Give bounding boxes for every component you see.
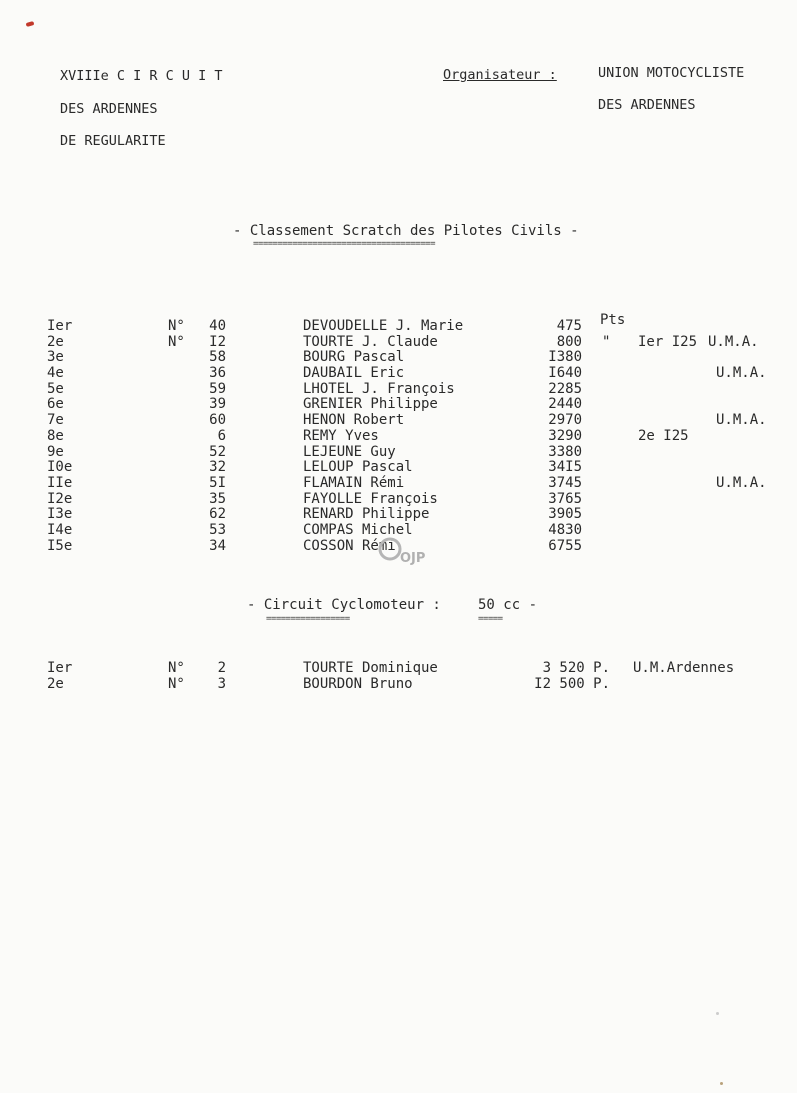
score-cell: 34I5	[548, 459, 582, 475]
paper-speck	[716, 1012, 719, 1015]
rider-name-cell: LHOTEL J. François	[303, 381, 455, 397]
rider-name-cell: TOURTE Dominique	[303, 660, 438, 676]
rider-name-cell: BOURG Pascal	[303, 349, 405, 365]
bib-number-cell: 39	[209, 396, 226, 412]
rider-name-cell: COMPAS Michel	[303, 522, 413, 538]
rank-cell: Ier	[47, 318, 73, 334]
ojp-stamp	[378, 535, 426, 567]
rank-cell: Ier	[47, 660, 73, 676]
bib-number-cell: I2	[209, 334, 226, 350]
bib-number-cell: 59	[209, 381, 226, 397]
organizer-line2: DES ARDENNES	[598, 97, 696, 113]
bib-number-cell: 34	[209, 538, 226, 554]
bib-number-cell: 5I	[209, 475, 226, 491]
rank-cell: 3e	[47, 349, 64, 365]
bib-number-cell: 36	[209, 365, 226, 381]
table-row	[0, 459, 797, 475]
cyclo-title-part1: - Circuit Cyclomoteur :	[247, 597, 441, 613]
bib-number-cell: 2	[217, 660, 226, 676]
stamp-text: OJP	[400, 551, 426, 566]
category-rank-cell: 2e I25	[638, 428, 689, 444]
table-row	[0, 365, 797, 381]
rank-cell: 5e	[47, 381, 64, 397]
cyclo-title-underline2: =====	[478, 614, 503, 624]
bib-number-cell: 35	[209, 491, 226, 507]
rider-name-cell: LELOUP Pascal	[303, 459, 413, 475]
score-cell: 6755	[548, 538, 582, 554]
organizer-label: Organisateur :	[443, 67, 557, 83]
number-label-cell: N°	[168, 660, 185, 676]
score-cell: 800	[556, 334, 582, 350]
table-row	[0, 312, 797, 334]
cyclo-title-part2: 50 cc -	[478, 597, 538, 613]
rider-name-cell: RENARD Philippe	[303, 506, 430, 522]
event-title-line3: DE REGULARITE	[60, 133, 166, 149]
rider-name-cell: COSSON Rémi	[303, 538, 396, 554]
club-cell: U.M.A.	[716, 475, 767, 491]
red-ink-mark	[26, 21, 35, 27]
score-cell: 3 520 P.	[542, 660, 610, 676]
score-cell: 4830	[548, 522, 582, 538]
table-row	[0, 396, 797, 412]
paper-speck	[720, 1082, 723, 1085]
category-rank-cell: Ier I25	[638, 334, 698, 350]
score-cell: 3380	[548, 444, 582, 460]
club-cell: U.M.A.	[716, 365, 767, 381]
rank-cell: 4e	[47, 365, 64, 381]
rank-cell: I3e	[47, 506, 73, 522]
table-row	[0, 334, 797, 350]
table-row	[0, 506, 797, 522]
cyclo-title-underline1: =================	[266, 614, 350, 624]
score-cell: 2970	[548, 412, 582, 428]
rank-cell: 2e	[47, 676, 64, 692]
score-cell: 2285	[548, 381, 582, 397]
rank-cell: 8e	[47, 428, 64, 444]
bib-number-cell: 58	[209, 349, 226, 365]
table-row	[0, 444, 797, 460]
table-row	[0, 428, 797, 444]
event-title-line1: XVIIIe C I R C U I T	[60, 68, 223, 84]
rank-cell: 9e	[47, 444, 64, 460]
rank-cell: I5e	[47, 538, 73, 554]
table-row	[0, 381, 797, 397]
unit-cell: Pts	[600, 312, 626, 328]
table-row	[0, 660, 797, 676]
bib-number-cell: 6	[217, 428, 226, 444]
bib-number-cell: 3	[217, 676, 226, 692]
unit-cell: "	[602, 334, 611, 350]
table-row	[0, 676, 797, 692]
rank-cell: I2e	[47, 491, 73, 507]
rider-name-cell: TOURTE J. Claude	[303, 334, 438, 350]
rank-cell: I0e	[47, 459, 73, 475]
rank-cell: IIe	[47, 475, 73, 491]
rider-name-cell: BOURDON Bruno	[303, 676, 413, 692]
bib-number-cell: 32	[209, 459, 226, 475]
table-row	[0, 491, 797, 507]
rider-name-cell: FLAMAIN Rémi	[303, 475, 405, 491]
rank-cell: 7e	[47, 412, 64, 428]
number-label-cell: N°	[168, 676, 185, 692]
scratch-title-underline: =====================================	[253, 239, 435, 249]
rider-name-cell: DEVOUDELLE J. Marie	[303, 318, 464, 334]
rider-name-cell: DAUBAIL Eric	[303, 365, 405, 381]
rider-name-cell: LEJEUNE Guy	[303, 444, 396, 460]
score-cell: I380	[548, 349, 582, 365]
score-cell: 475	[556, 318, 582, 334]
bib-number-cell: 52	[209, 444, 226, 460]
score-cell: 3765	[548, 491, 582, 507]
rank-cell: 6e	[47, 396, 64, 412]
scratch-title: - Classement Scratch des Pilotes Civils -	[233, 223, 579, 239]
score-cell: 2440	[548, 396, 582, 412]
score-cell: I2 500 P.	[534, 676, 610, 692]
rider-name-cell: REMY Yves	[303, 428, 379, 444]
table-row	[0, 412, 797, 428]
table-row	[0, 349, 797, 365]
rider-name-cell: HENON Robert	[303, 412, 405, 428]
bib-number-cell: 40	[209, 318, 226, 334]
rank-cell: 2e	[47, 334, 64, 350]
rider-name-cell: FAYOLLE François	[303, 491, 438, 507]
event-title-line2: DES ARDENNES	[60, 101, 158, 117]
score-cell: 3905	[548, 506, 582, 522]
score-cell: 3290	[548, 428, 582, 444]
organizer-line1: UNION MOTOCYCLISTE	[598, 65, 745, 81]
bib-number-cell: 53	[209, 522, 226, 538]
score-cell: I640	[548, 365, 582, 381]
club-cell: U.M.A.	[708, 334, 759, 350]
club-cell: U.M.A.	[716, 412, 767, 428]
club-cell: U.M.Ardennes	[633, 660, 735, 676]
number-label-cell: N°	[168, 334, 185, 350]
bib-number-cell: 60	[209, 412, 226, 428]
number-label-cell: N°	[168, 318, 185, 334]
rank-cell: I4e	[47, 522, 73, 538]
score-cell: 3745	[548, 475, 582, 491]
bib-number-cell: 62	[209, 506, 226, 522]
table-row	[0, 475, 797, 491]
rider-name-cell: GRENIER Philippe	[303, 396, 438, 412]
